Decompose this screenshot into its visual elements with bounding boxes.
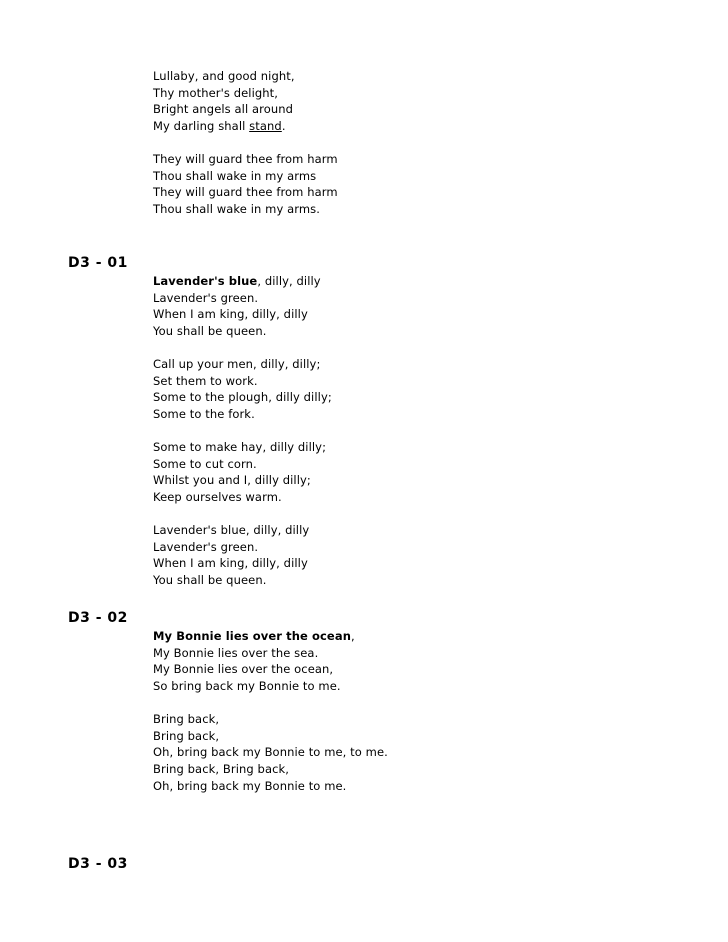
lyric-line: So bring back my Bonnie to me. xyxy=(153,679,341,694)
lullaby-stanza-2 xyxy=(153,151,338,218)
section-heading-d3-03: D3 - 03 xyxy=(68,856,128,872)
lyric-line: Keep ourselves warm. xyxy=(153,490,282,505)
section-heading-d3-01: D3 - 01 xyxy=(68,255,128,271)
lyric-fragment: , dilly, dilly xyxy=(257,274,321,288)
bonnie-stanza-2 xyxy=(153,711,388,795)
lyric-line: Bring back, xyxy=(153,728,220,743)
lyric-line: Lullaby, and good night, xyxy=(153,69,295,83)
song-title: Lavender's blue xyxy=(153,274,258,288)
song-title: My Bonnie lies over the ocean xyxy=(153,629,351,643)
lyric-line: Lavender's green. xyxy=(153,539,259,554)
bonnie-stanza-1 xyxy=(153,628,355,695)
lyric-line xyxy=(153,118,295,135)
lyric-line: Oh, bring back my Bonnie to me, to me. xyxy=(153,745,388,760)
lyric-line: Thou shall wake in my arms. xyxy=(153,202,321,217)
lyric-line: Some to the fork. xyxy=(153,407,255,422)
lyric-line: Lavender's green. xyxy=(153,290,259,305)
lyric-line: They will guard thee from harm xyxy=(153,185,338,200)
lyric-line: When I am king, dilly, dilly xyxy=(153,307,308,322)
lyric-line: Some to the plough, dilly dilly; xyxy=(153,390,332,405)
lyric-line: When I am king, dilly, dilly xyxy=(153,556,308,571)
lyric-line xyxy=(153,628,355,645)
lyric-line: Lavender's blue, dilly, dilly xyxy=(153,523,310,537)
underlined-word: stand xyxy=(249,119,282,134)
lyric-line: You shall be queen. xyxy=(153,573,267,588)
lavender-stanza-1 xyxy=(153,273,321,340)
lyric-line: Call up your men, dilly, dilly; xyxy=(153,357,321,371)
lyric-line: Oh, bring back my Bonnie to me. xyxy=(153,778,347,793)
lyric-line: You shall be queen. xyxy=(153,324,267,339)
lyric-line: Bright angels all around xyxy=(153,102,294,117)
lullaby-stanza-1 xyxy=(153,68,295,135)
lyric-line: They will guard thee from harm xyxy=(153,152,338,166)
lyric-fragment: , xyxy=(350,629,355,643)
lyric-line: Bring back, xyxy=(153,712,220,726)
lyric-line: My Bonnie lies over the sea. xyxy=(153,645,319,660)
lyric-line: Set them to work. xyxy=(153,373,258,388)
lyric-line: Thou shall wake in my arms xyxy=(153,168,317,183)
lyric-fragment: My darling shall xyxy=(153,119,250,134)
lyric-line: Whilst you and I, dilly dilly; xyxy=(153,473,311,488)
lyric-line: My Bonnie lies over the ocean, xyxy=(153,662,334,677)
lavender-stanza-3 xyxy=(153,439,326,506)
lyric-line xyxy=(153,273,321,290)
lyric-line: Bring back, Bring back, xyxy=(153,762,290,777)
lyric-line: Some to cut corn. xyxy=(153,456,257,471)
section-heading-d3-02: D3 - 02 xyxy=(68,610,128,626)
lavender-stanza-4 xyxy=(153,522,309,589)
lyric-line: Some to make hay, dilly dilly; xyxy=(153,440,327,454)
lavender-stanza-2 xyxy=(153,356,332,423)
lyric-line: Thy mother's delight, xyxy=(153,85,279,100)
lyric-fragment: . xyxy=(281,119,286,134)
